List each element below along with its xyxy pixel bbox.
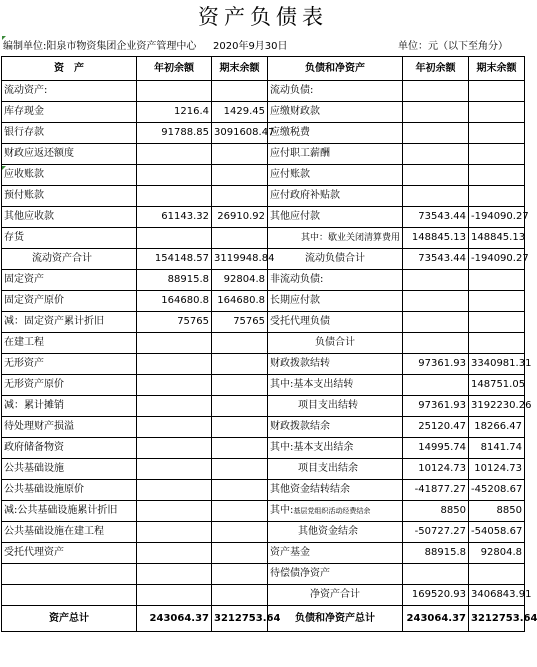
asset-begin-balance-cell[interactable] (137, 459, 212, 480)
liability-name-cell-text: 财政拨款结余 (270, 421, 330, 432)
liability-begin-balance-cell[interactable] (403, 123, 469, 144)
table-row (2, 564, 525, 585)
asset-name-cell[interactable] (2, 585, 137, 606)
liability-begin-balance-cell-text: -41877.27 (414, 484, 466, 495)
liability-end-balance-cell-text: 148845.13 (471, 232, 526, 243)
asset-end-balance-cell[interactable] (212, 102, 268, 123)
asset-end-balance-cell[interactable] (212, 270, 268, 291)
liability-name-cell-text: 其中：歇业关闭清算费用 (300, 233, 400, 243)
asset-begin-balance-cell[interactable] (137, 186, 212, 207)
column-header[interactable]: 期末余额 (212, 57, 268, 81)
liability-end-balance-cell[interactable] (469, 123, 525, 144)
asset-name-cell-text: 存货 (4, 232, 24, 243)
liability-begin-balance-cell[interactable] (403, 270, 469, 291)
table-row (2, 375, 525, 396)
liability-name-cell-text: 应付职工薪酬 (270, 148, 330, 159)
column-header[interactable]: 年初余额 (137, 57, 212, 81)
column-header[interactable]: 年初余额 (403, 57, 469, 81)
liability-name-cell-text: 受托代理负债 (270, 316, 330, 327)
liability-name-cell[interactable] (268, 186, 403, 207)
asset-name-cell-text: 在建工程 (4, 337, 44, 348)
asset-name-cell[interactable] (2, 522, 137, 543)
liability-equity-total-begin[interactable]: 243064.37 (403, 606, 469, 632)
liability-begin-balance-cell[interactable] (403, 417, 469, 438)
liability-begin-balance-cell[interactable] (403, 564, 469, 585)
liability-begin-balance-cell[interactable] (403, 543, 469, 564)
asset-begin-balance-cell-text: 75765 (177, 316, 209, 327)
liability-begin-balance-cell-text: 14995.74 (418, 442, 466, 453)
asset-end-balance-cell-text: 3091608.47 (214, 127, 275, 138)
asset-name-cell-text: 公共基础设施原价 (4, 484, 84, 495)
asset-begin-balance-cell[interactable] (137, 144, 212, 165)
table-row (2, 459, 525, 480)
liability-name-cell-text: 财政拨款结转 (270, 358, 330, 369)
table-row (2, 480, 525, 501)
cell-marker-icon (2, 166, 6, 170)
liability-begin-balance-cell[interactable] (403, 459, 469, 480)
liability-end-balance-cell[interactable] (469, 207, 529, 228)
asset-name-cell-text: 公共基础设施 (4, 463, 64, 474)
liability-name-cell-text: 其中: (270, 505, 294, 516)
asset-begin-balance-cell[interactable] (137, 480, 212, 501)
column-header[interactable]: 资 产 (2, 57, 137, 81)
liability-name-cell-text: 项目支出结余 (298, 463, 358, 474)
table-header-row (2, 57, 525, 81)
asset-name-cell-text: 流动资产合计 (32, 253, 92, 264)
asset-total-begin[interactable]: 243064.37 (137, 606, 212, 632)
asset-name-cell[interactable] (2, 102, 137, 123)
asset-name-cell-text: 减：固定资产累计折旧 (4, 316, 104, 327)
liability-name-cell[interactable] (268, 228, 403, 249)
table-row (2, 312, 525, 333)
liability-name-cell[interactable] (268, 354, 403, 375)
liability-begin-balance-cell[interactable] (403, 291, 469, 312)
asset-name-cell-text: 银行存款 (4, 127, 44, 138)
table-row (2, 186, 525, 207)
table-row (2, 291, 525, 312)
liability-name-cell[interactable] (268, 123, 403, 144)
asset-end-balance-cell[interactable] (212, 417, 268, 438)
asset-begin-balance-cell[interactable] (137, 102, 212, 123)
asset-total-end[interactable]: 3212753.64 (212, 606, 268, 632)
liability-name-cell-text: 其他应付款 (270, 211, 320, 222)
liability-begin-balance-cell[interactable] (403, 144, 469, 165)
table-row (2, 123, 525, 144)
asset-end-balance-cell[interactable] (212, 207, 268, 228)
table-row (2, 438, 525, 459)
report-date: 2020年9月30日 (213, 41, 288, 52)
liability-begin-balance-cell-text: 97361.93 (418, 400, 466, 411)
liability-begin-balance-cell-text: 88915.8 (424, 547, 466, 558)
liability-name-cell-text: 应缴财政款 (270, 106, 320, 117)
asset-begin-balance-cell[interactable] (137, 270, 212, 291)
table-row (2, 228, 525, 249)
asset-end-balance-cell-text: 92804.8 (223, 274, 265, 285)
liability-begin-balance-cell[interactable] (403, 249, 469, 270)
liability-name-cell-text: 非流动负债: (270, 274, 324, 285)
asset-name-cell[interactable] (2, 543, 137, 564)
liability-end-balance-cell[interactable] (469, 438, 525, 459)
liability-begin-balance-cell-text: 10124.73 (418, 463, 466, 474)
liability-name-cell[interactable] (268, 585, 403, 606)
asset-total-label[interactable]: 资产总计 (2, 606, 137, 632)
liability-equity-total-label[interactable]: 负债和净资产总计 (268, 606, 403, 632)
asset-name-cell-text: 受托代理资产 (4, 547, 64, 558)
asset-name-cell-text: 固定资产 (4, 274, 44, 285)
asset-begin-balance-cell[interactable] (137, 123, 212, 144)
liability-name-cell[interactable] (268, 291, 403, 312)
asset-name-cell[interactable] (2, 165, 137, 186)
asset-name-cell-text: 其他应收款 (4, 211, 54, 222)
liability-begin-balance-cell[interactable] (403, 207, 469, 228)
asset-name-cell[interactable] (2, 564, 137, 585)
liability-end-balance-cell[interactable] (469, 585, 532, 606)
asset-end-balance-cell[interactable] (212, 249, 275, 270)
liability-end-balance-cell-text: 92804.8 (480, 547, 522, 558)
asset-begin-balance-cell[interactable] (137, 312, 212, 333)
liability-end-balance-cell[interactable] (469, 522, 525, 543)
table-row (2, 102, 525, 123)
asset-name-cell[interactable] (2, 291, 137, 312)
liability-end-balance-cell-text: 8141.74 (480, 442, 522, 453)
liability-end-balance-cell-text: -54058.67 (471, 526, 523, 537)
asset-name-cell-text: 减：累计摊销 (4, 400, 64, 411)
asset-end-balance-cell[interactable] (212, 396, 268, 417)
liability-name-small-text: 基层党组织活动经费结余 (293, 507, 371, 515)
liability-begin-balance-cell[interactable] (403, 396, 469, 417)
asset-end-balance-cell-text: 75765 (233, 316, 265, 327)
table-row (2, 543, 525, 564)
liability-name-cell[interactable] (268, 480, 403, 501)
asset-end-balance-cell-text: 164680.8 (217, 295, 265, 306)
liability-begin-balance-cell-text: 148845.13 (411, 232, 466, 243)
liability-begin-balance-cell-text: 97361.93 (418, 358, 466, 369)
liability-name-cell[interactable] (268, 396, 403, 417)
table-row (2, 207, 525, 228)
asset-begin-balance-cell[interactable] (137, 249, 212, 270)
asset-name-cell[interactable] (2, 354, 137, 375)
asset-name-cell[interactable] (2, 417, 137, 438)
asset-name-cell-text: 减:公共基础设施累计折旧 (4, 505, 118, 516)
asset-name-cell[interactable] (2, 459, 137, 480)
liability-name-cell[interactable] (268, 501, 403, 522)
liability-end-balance-cell-text: 8850 (496, 505, 522, 516)
liability-begin-balance-cell[interactable] (403, 375, 469, 396)
liability-begin-balance-cell[interactable] (403, 102, 469, 123)
asset-name-cell[interactable] (2, 501, 137, 522)
column-header[interactable]: 负债和净资产 (268, 57, 403, 81)
liability-name-cell-text: 应付政府补贴款 (270, 190, 340, 201)
liability-end-balance-cell-text: -194090.27 (471, 253, 529, 264)
balance-sheet-table (1, 56, 537, 632)
liability-end-balance-cell-text: 3406843.91 (471, 589, 532, 600)
asset-begin-balance-cell[interactable] (137, 522, 212, 543)
liability-name-cell-text: 资产基金 (270, 547, 310, 558)
asset-begin-balance-cell[interactable] (137, 375, 212, 396)
asset-name-cell-text: 无形资产原价 (4, 379, 64, 390)
asset-begin-balance-cell-text: 88915.8 (167, 274, 209, 285)
liability-name-cell-text: 流动负债合计 (305, 253, 365, 264)
liability-end-balance-cell[interactable] (469, 459, 525, 480)
asset-name-cell-text: 财政应返还额度 (4, 148, 74, 159)
asset-name-cell[interactable] (2, 480, 137, 501)
liability-begin-balance-cell[interactable] (403, 354, 469, 375)
asset-end-balance-cell[interactable] (212, 375, 268, 396)
liability-name-cell[interactable] (268, 543, 403, 564)
asset-name-cell-text: 流动资产: (4, 85, 48, 96)
asset-name-cell[interactable] (2, 333, 137, 354)
liability-begin-balance-cell[interactable] (403, 522, 469, 543)
asset-name-cell[interactable] (2, 186, 137, 207)
asset-begin-balance-cell-text: 164680.8 (161, 295, 209, 306)
asset-begin-balance-cell[interactable] (137, 354, 212, 375)
liability-name-cell[interactable] (268, 165, 403, 186)
liability-name-cell-text: 应付账款 (270, 169, 310, 180)
table-row (2, 522, 525, 543)
liability-name-cell[interactable] (268, 270, 403, 291)
liability-name-cell[interactable] (268, 144, 403, 165)
liability-end-balance-cell[interactable] (469, 144, 525, 165)
liability-begin-balance-cell-text: 73543.44 (418, 211, 466, 222)
liability-name-cell-text: 长期应付款 (270, 295, 320, 306)
liability-end-balance-cell[interactable] (469, 291, 525, 312)
table-row (2, 333, 525, 354)
liability-name-cell[interactable] (268, 81, 403, 102)
liability-begin-balance-cell[interactable] (403, 228, 469, 249)
asset-begin-balance-cell[interactable] (137, 501, 212, 522)
liability-name-cell[interactable] (268, 564, 403, 585)
liability-end-balance-cell-text: 148751.05 (471, 379, 526, 390)
liability-name-cell-text: 净资产合计 (310, 589, 360, 600)
liability-end-balance-cell[interactable] (469, 417, 525, 438)
asset-end-balance-cell[interactable] (212, 438, 268, 459)
asset-name-cell-text: 库存现金 (4, 106, 44, 117)
asset-end-balance-cell[interactable] (212, 585, 268, 606)
liability-begin-balance-cell[interactable] (403, 165, 469, 186)
asset-name-cell-text: 预付账款 (4, 190, 44, 201)
liability-name-cell-text: 应缴税费 (270, 127, 310, 138)
liability-end-balance-cell[interactable] (469, 270, 525, 291)
liability-begin-balance-cell[interactable] (403, 438, 469, 459)
table-row (2, 81, 525, 102)
asset-begin-balance-cell[interactable] (137, 228, 212, 249)
liability-begin-balance-cell[interactable] (403, 186, 469, 207)
liability-begin-balance-cell-text: -50727.27 (414, 526, 466, 537)
asset-end-balance-cell[interactable] (212, 543, 268, 564)
table-row (2, 270, 525, 291)
liability-name-cell-text: 负债合计 (315, 337, 355, 348)
asset-end-balance-cell[interactable] (212, 81, 268, 102)
asset-end-balance-cell[interactable] (212, 501, 268, 522)
liability-begin-balance-cell-text: 73543.44 (418, 253, 466, 264)
liability-end-balance-cell-text: -194090.27 (471, 211, 529, 222)
asset-end-balance-cell[interactable] (212, 480, 268, 501)
asset-begin-balance-cell[interactable] (137, 396, 212, 417)
liability-name-cell-text: 其他资金结转结余 (270, 484, 350, 495)
liability-name-cell-text: 其中:基本支出结转 (270, 379, 354, 390)
organization-label: 编制单位:阳泉市物资集团企业资产管理中心 (3, 41, 197, 52)
liability-name-cell[interactable] (268, 375, 403, 396)
asset-name-cell[interactable] (2, 228, 137, 249)
table-row (2, 585, 525, 606)
asset-begin-balance-cell[interactable] (137, 417, 212, 438)
liability-end-balance-cell[interactable] (469, 501, 525, 522)
liability-equity-total-end[interactable]: 3212753.64 (469, 606, 525, 632)
asset-name-cell[interactable] (2, 396, 137, 417)
totals-row (2, 606, 525, 632)
asset-name-cell[interactable] (2, 123, 137, 144)
liability-begin-balance-cell-text: 8850 (440, 505, 466, 516)
asset-begin-balance-cell[interactable] (137, 438, 212, 459)
table-row (2, 501, 525, 522)
asset-begin-balance-cell-text: 91788.85 (161, 127, 209, 138)
asset-name-cell[interactable] (2, 81, 137, 102)
table-row (2, 354, 525, 375)
liability-end-balance-cell[interactable] (469, 543, 525, 564)
asset-name-cell[interactable] (2, 270, 137, 291)
liability-begin-balance-cell[interactable] (403, 312, 469, 333)
liability-name-cell[interactable] (268, 417, 403, 438)
asset-name-cell-text: 政府储备物资 (4, 442, 64, 453)
asset-begin-balance-cell[interactable] (137, 333, 212, 354)
asset-begin-balance-cell-text: 1216.4 (174, 106, 209, 117)
liability-begin-balance-cell[interactable] (403, 480, 469, 501)
liability-end-balance-cell[interactable] (469, 333, 525, 354)
liability-begin-balance-cell[interactable] (403, 333, 469, 354)
liability-end-balance-cell[interactable] (469, 165, 525, 186)
liability-name-cell[interactable] (268, 459, 403, 480)
liability-end-balance-cell[interactable] (469, 312, 525, 333)
liability-begin-balance-cell[interactable] (403, 585, 469, 606)
liability-end-balance-cell-text: 3340981.31 (471, 358, 532, 369)
asset-end-balance-cell[interactable] (212, 144, 268, 165)
liability-end-balance-cell[interactable] (469, 186, 525, 207)
liability-name-cell-text: 项目支出结转 (298, 400, 358, 411)
liability-end-balance-cell[interactable] (469, 375, 525, 396)
liability-end-balance-cell[interactable] (469, 480, 525, 501)
liability-end-balance-cell-text: 18266.47 (474, 421, 522, 432)
asset-begin-balance-cell[interactable] (137, 207, 212, 228)
liability-name-cell-text: 其他资金结余 (298, 526, 358, 537)
asset-begin-balance-cell-text: 61143.32 (161, 211, 209, 222)
asset-end-balance-cell[interactable] (212, 522, 268, 543)
column-header[interactable]: 期末余额 (469, 57, 525, 81)
asset-begin-balance-cell[interactable] (137, 585, 212, 606)
liability-name-cell[interactable] (268, 522, 403, 543)
unit-label: 单位：元（以下至角分） (398, 41, 508, 52)
liability-name-cell[interactable] (268, 102, 403, 123)
liability-begin-balance-cell[interactable] (403, 501, 469, 522)
asset-end-balance-cell[interactable] (212, 312, 268, 333)
asset-name-cell[interactable] (2, 207, 137, 228)
liability-end-balance-cell[interactable] (469, 102, 525, 123)
asset-name-cell[interactable] (2, 144, 137, 165)
asset-end-balance-cell[interactable] (212, 291, 268, 312)
asset-name-cell[interactable] (2, 375, 137, 396)
asset-begin-balance-cell[interactable] (137, 165, 212, 186)
asset-end-balance-cell[interactable] (212, 123, 275, 144)
liability-end-balance-cell[interactable] (469, 249, 529, 270)
asset-end-balance-cell[interactable] (212, 228, 268, 249)
asset-end-balance-cell[interactable] (212, 333, 268, 354)
liability-begin-balance-cell[interactable] (403, 81, 469, 102)
liability-end-balance-cell-text: 3192230.26 (471, 400, 532, 411)
liability-name-cell-text: 流动负债: (270, 85, 314, 96)
liability-name-cell[interactable] (268, 438, 403, 459)
asset-name-cell[interactable] (2, 249, 137, 270)
liability-name-cell-text: 其中:基本支出结余 (270, 442, 354, 453)
asset-end-balance-cell[interactable] (212, 564, 268, 585)
table-row (2, 396, 525, 417)
asset-name-cell-text: 应收账款 (4, 169, 44, 180)
report-title: 资产负债表 (198, 5, 328, 29)
liability-name-cell[interactable] (268, 333, 403, 354)
asset-end-balance-cell-text: 26910.92 (217, 211, 265, 222)
table-row (2, 417, 525, 438)
liability-end-balance-cell[interactable] (469, 564, 525, 585)
liability-begin-balance-cell-text: 25120.47 (418, 421, 466, 432)
asset-name-cell[interactable] (2, 438, 137, 459)
asset-begin-balance-cell[interactable] (137, 543, 212, 564)
asset-end-balance-cell[interactable] (212, 165, 268, 186)
asset-begin-balance-cell[interactable] (137, 564, 212, 585)
asset-end-balance-cell[interactable] (212, 186, 268, 207)
asset-begin-balance-cell[interactable] (137, 291, 212, 312)
liability-end-balance-cell[interactable] (469, 228, 525, 249)
asset-name-cell-text: 无形资产 (4, 358, 44, 369)
asset-name-cell-text: 固定资产原价 (4, 295, 64, 306)
liability-end-balance-cell-text: -45208.67 (471, 484, 523, 495)
liability-name-cell[interactable] (268, 249, 403, 270)
asset-begin-balance-cell-text: 154148.57 (154, 253, 209, 264)
asset-name-cell[interactable] (2, 312, 137, 333)
asset-end-balance-cell[interactable] (212, 459, 268, 480)
asset-end-balance-cell-text: 3119948.84 (214, 253, 275, 264)
liability-name-cell[interactable] (268, 312, 403, 333)
liability-name-cell-text: 待偿债净资产 (270, 568, 330, 579)
asset-name-cell-text: 公共基础设施在建工程 (4, 526, 104, 537)
table-row (2, 165, 525, 186)
table-row (2, 249, 525, 270)
table-row (2, 144, 525, 165)
liability-begin-balance-cell-text: 169520.93 (411, 589, 466, 600)
liability-end-balance-cell[interactable] (469, 81, 525, 102)
asset-name-cell-text: 待处理财产损溢 (4, 421, 74, 432)
asset-end-balance-cell-text: 1429.45 (223, 106, 265, 117)
liability-end-balance-cell[interactable] (469, 396, 532, 417)
liability-name-cell[interactable] (268, 207, 403, 228)
liability-end-balance-cell-text: 10124.73 (474, 463, 522, 474)
asset-begin-balance-cell[interactable] (137, 81, 212, 102)
asset-end-balance-cell[interactable] (212, 354, 268, 375)
liability-end-balance-cell[interactable] (469, 354, 532, 375)
